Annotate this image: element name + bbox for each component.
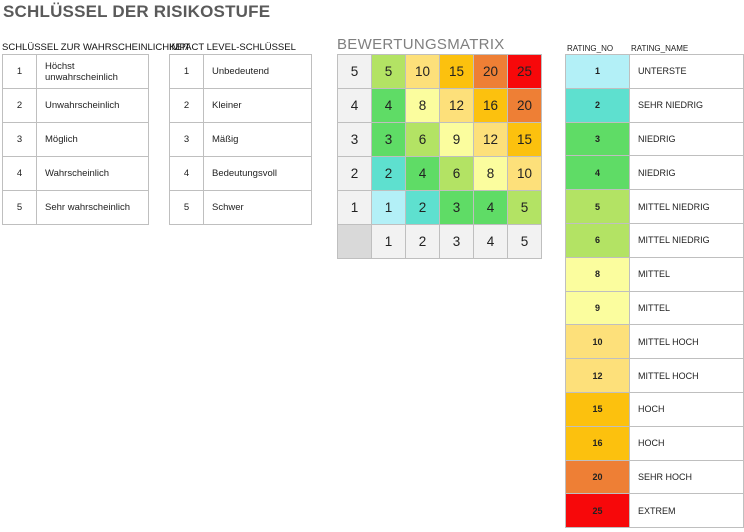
rating-number: 10 — [566, 325, 630, 359]
rating-no-header: RATING_NO — [567, 44, 614, 53]
probability-key-row — [3, 55, 149, 89]
risk-matrix — [337, 54, 542, 259]
matrix-cell: 5 — [508, 191, 542, 225]
impact-key-row — [170, 55, 312, 89]
probability-level-label: Sehr wahrscheinlich — [37, 191, 149, 225]
rating-name: NIEDRIG — [630, 156, 744, 190]
rating-row — [566, 359, 744, 393]
page-title: SCHLÜSSEL DER RISIKOSTUFE — [3, 2, 271, 21]
probability-level-number: 4 — [3, 157, 37, 191]
matrix-row-label: 3 — [338, 123, 372, 157]
matrix-cell: 3 — [440, 191, 474, 225]
rating-number: 16 — [566, 426, 630, 460]
rating-row — [566, 325, 744, 359]
matrix-row — [338, 89, 542, 123]
matrix-title: BEWERTUNGSMATRIX — [337, 36, 505, 53]
probability-key-row — [3, 123, 149, 157]
rating-number: 6 — [566, 223, 630, 257]
matrix-cell: 10 — [406, 55, 440, 89]
rating-name: MITTEL NIEDRIG — [630, 223, 744, 257]
matrix-cell: 20 — [474, 55, 508, 89]
probability-level-label: Höchst unwahrscheinlich — [37, 55, 149, 89]
rating-number: 4 — [566, 156, 630, 190]
probability-key-row — [3, 157, 149, 191]
matrix-cell: 6 — [406, 123, 440, 157]
rating-row — [566, 257, 744, 291]
matrix-cell: 10 — [508, 157, 542, 191]
rating-row — [566, 392, 744, 426]
rating-table — [565, 54, 744, 528]
matrix-cell: 12 — [474, 123, 508, 157]
impact-level-number: 2 — [170, 89, 204, 123]
rating-name: MITTEL HOCH — [630, 359, 744, 393]
rating-name: MITTEL HOCH — [630, 325, 744, 359]
impact-key-row — [170, 123, 312, 157]
rating-name: MITTEL — [630, 291, 744, 325]
impact-key-row — [170, 157, 312, 191]
probability-level-label: Möglich — [37, 123, 149, 157]
matrix-row-label: 5 — [338, 55, 372, 89]
rating-name: MITTEL — [630, 257, 744, 291]
matrix-row — [338, 191, 542, 225]
impact-level-label: Unbedeutend — [204, 55, 312, 89]
impact-key-table — [169, 54, 312, 225]
matrix-cell: 4 — [372, 89, 406, 123]
rating-row — [566, 55, 744, 89]
matrix-cell: 4 — [474, 191, 508, 225]
rating-number: 15 — [566, 392, 630, 426]
probability-key-row — [3, 89, 149, 123]
matrix-cell: 12 — [440, 89, 474, 123]
probability-level-number: 2 — [3, 89, 37, 123]
rating-row — [566, 190, 744, 224]
matrix-col-label: 5 — [508, 225, 542, 259]
rating-row — [566, 156, 744, 190]
matrix-row-label: 4 — [338, 89, 372, 123]
matrix-cell: 15 — [508, 123, 542, 157]
rating-row — [566, 223, 744, 257]
probability-key-table — [2, 54, 149, 225]
matrix-cell: 2 — [372, 157, 406, 191]
rating-name: HOCH — [630, 392, 744, 426]
probability-key-row — [3, 191, 149, 225]
rating-number: 2 — [566, 88, 630, 122]
rating-number: 25 — [566, 494, 630, 528]
rating-row — [566, 122, 744, 156]
matrix-col-label: 4 — [474, 225, 508, 259]
impact-level-label: Kleiner — [204, 89, 312, 123]
matrix-cell: 9 — [440, 123, 474, 157]
rating-number: 1 — [566, 55, 630, 89]
rating-number: 9 — [566, 291, 630, 325]
matrix-axis-row — [338, 225, 542, 259]
matrix-corner — [338, 225, 372, 259]
rating-number: 12 — [566, 359, 630, 393]
rating-number: 3 — [566, 122, 630, 156]
impact-level-number: 3 — [170, 123, 204, 157]
probability-level-number: 5 — [3, 191, 37, 225]
matrix-cell: 3 — [372, 123, 406, 157]
matrix-row — [338, 123, 542, 157]
matrix-row-label: 1 — [338, 191, 372, 225]
rating-row — [566, 426, 744, 460]
rating-row — [566, 88, 744, 122]
matrix-col-label: 2 — [406, 225, 440, 259]
matrix-cell: 6 — [440, 157, 474, 191]
matrix-cell: 4 — [406, 157, 440, 191]
matrix-cell: 16 — [474, 89, 508, 123]
matrix-row — [338, 157, 542, 191]
matrix-cell: 1 — [372, 191, 406, 225]
impact-key-header: IMPACT LEVEL-SCHLÜSSEL — [169, 42, 296, 53]
matrix-col-label: 1 — [372, 225, 406, 259]
probability-level-label: Unwahrscheinlich — [37, 89, 149, 123]
rating-number: 5 — [566, 190, 630, 224]
matrix-cell: 8 — [406, 89, 440, 123]
impact-key-row — [170, 89, 312, 123]
rating-name-header: RATING_NAME — [631, 44, 689, 53]
probability-key-header: SCHLÜSSEL ZUR WAHRSCHEINLICHKEIT — [2, 42, 191, 53]
impact-level-label: Mäßig — [204, 123, 312, 157]
rating-number: 20 — [566, 460, 630, 494]
rating-row — [566, 291, 744, 325]
rating-row — [566, 494, 744, 528]
matrix-cell: 8 — [474, 157, 508, 191]
matrix-cell: 5 — [372, 55, 406, 89]
impact-key-row — [170, 191, 312, 225]
matrix-cell: 15 — [440, 55, 474, 89]
rating-name: UNTERSTE — [630, 55, 744, 89]
rating-name: NIEDRIG — [630, 122, 744, 156]
probability-level-number: 1 — [3, 55, 37, 89]
rating-name: MITTEL NIEDRIG — [630, 190, 744, 224]
matrix-row-label: 2 — [338, 157, 372, 191]
impact-level-number: 4 — [170, 157, 204, 191]
rating-row — [566, 460, 744, 494]
rating-number: 8 — [566, 257, 630, 291]
matrix-cell: 2 — [406, 191, 440, 225]
matrix-cell: 20 — [508, 89, 542, 123]
matrix-cell: 25 — [508, 55, 542, 89]
impact-level-number: 1 — [170, 55, 204, 89]
matrix-row — [338, 55, 542, 89]
matrix-col-label: 3 — [440, 225, 474, 259]
rating-name: SEHR NIEDRIG — [630, 88, 744, 122]
probability-level-label: Wahrscheinlich — [37, 157, 149, 191]
rating-name: HOCH — [630, 426, 744, 460]
probability-level-number: 3 — [3, 123, 37, 157]
impact-level-label: Bedeutungsvoll — [204, 157, 312, 191]
rating-name: SEHR HOCH — [630, 460, 744, 494]
impact-level-number: 5 — [170, 191, 204, 225]
impact-level-label: Schwer — [204, 191, 312, 225]
rating-name: EXTREM — [630, 494, 744, 528]
